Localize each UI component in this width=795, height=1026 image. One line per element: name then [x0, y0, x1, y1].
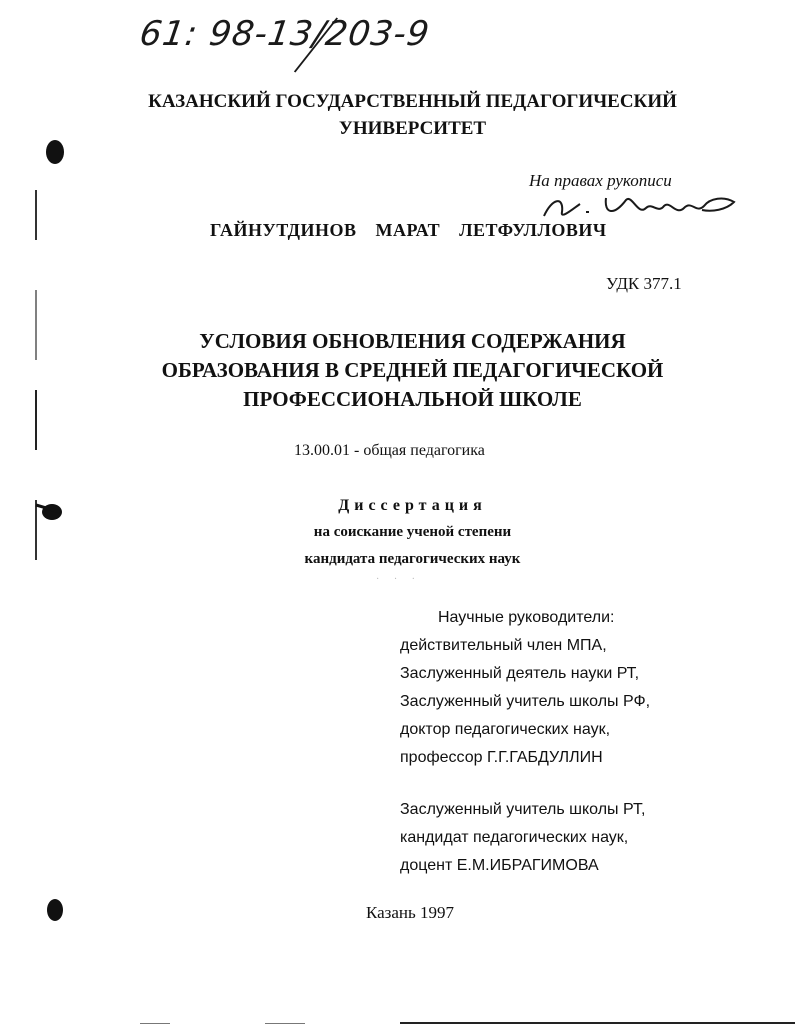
- dissertation-field-line: кандидата педагогических наук: [304, 551, 521, 567]
- thesis-title: [0, 327, 795, 414]
- dissertation-degree-line: на соискание ученой степени: [313, 524, 512, 540]
- advisor-1-line: доктор педагогических наук,: [400, 721, 611, 738]
- binding-marks-icon: [0, 0, 70, 1026]
- manuscript-note: На правах рукописи: [529, 171, 672, 190]
- scan-noise: · · ·: [376, 574, 421, 585]
- advisor-1-line: действительный член МПА,: [400, 637, 607, 654]
- advisor-1-line: Заслуженный учитель школы РФ,: [400, 693, 651, 710]
- university-name: [0, 88, 795, 142]
- title-line-3: ПРОФЕССИОНАЛЬНОЙ ШКОЛЕ: [243, 387, 582, 411]
- university-line-2: УНИВЕРСИТЕТ: [338, 118, 487, 139]
- udk-code: УДК 377.1: [606, 274, 682, 293]
- advisors-block: [400, 604, 650, 880]
- author-name: ГАЙНУТДИНОВ МАРАТ ЛЕТФУЛЛОВИЧ: [210, 220, 607, 240]
- scan-edge-mark: [140, 1023, 170, 1024]
- advisor-2-line: Заслуженный учитель школы РТ,: [400, 801, 646, 818]
- scan-edge-mark: [265, 1023, 305, 1024]
- advisor-2-line: доцент Е.М.ИБРАГИМОВА: [400, 857, 599, 874]
- advisor-1-line: профессор Г.Г.ГАБДУЛЛИН: [400, 749, 603, 766]
- dissertation-heading: Диссертация: [338, 497, 487, 514]
- scan-edge-line: [400, 1022, 795, 1024]
- title-line-2: ОБРАЗОВАНИЯ В СРЕДНЕЙ ПЕДАГОГИЧЕСКОЙ: [161, 358, 664, 382]
- title-line-1: УСЛОВИЯ ОБНОВЛЕНИЯ СОДЕРЖАНИЯ: [199, 329, 626, 353]
- advisor-2-line: кандидат педагогических наук,: [400, 829, 629, 846]
- archive-number-underline-icon: [134, 14, 442, 74]
- specialty-code: 13.00.01 - общая педагогика: [294, 442, 485, 459]
- advisor-1-line: Заслуженный деятель науки РТ,: [400, 665, 640, 682]
- advisors-spacer: [400, 772, 650, 796]
- city-year: Казань 1997: [366, 903, 455, 922]
- advisors-heading: Научные руководители:: [438, 609, 615, 626]
- archive-number: 61: 98-13/203-9: [137, 14, 432, 54]
- university-line-1: КАЗАНСКИЙ ГОСУДАРСТВЕННЫЙ ПЕДАГОГИЧЕСКИЙ: [148, 91, 677, 112]
